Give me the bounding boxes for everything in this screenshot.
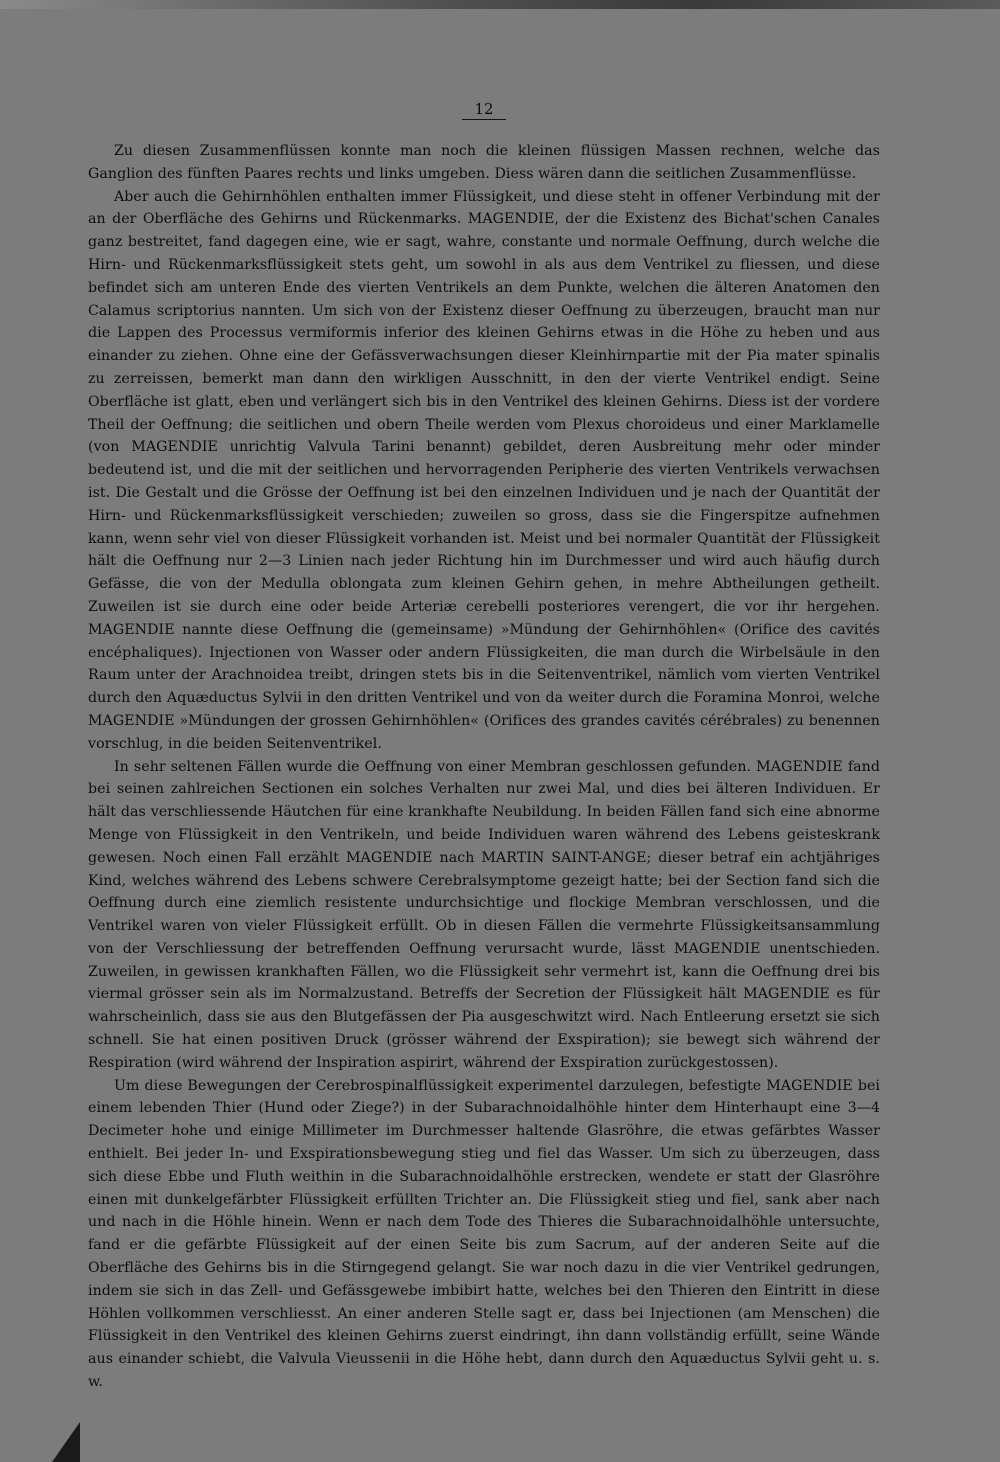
paragraph-3: In sehr seltenen Fällen wurde die Oeffnung von einer Membran geschlossen gefunden. MAGENDIE fand bei seinen zahlreichen Sectionen ein solches Verhalten nur zwei Mal, und dies bei älteren Individuen. Er hält das verschliessende Häutchen für eine krankhafte Neubildung. In beiden Fällen fand sich eine abnorme Menge von Flüssigkeit in den Ventrikeln, und beide Individuen waren während des Lebens geisteskrank gewesen. Noch einen Fall erzählt MAGENDIE nach MARTIN SAINT-ANGE; dieser betraf ein achtjähriges Kind, welches während des Lebens schwere Cerebralsymptome gezeigt hatte; bei der Section fand sich die Oeffnung durch eine ziemlich resistente undurchsichtige und flockige Membran verschlossen, und die Ventrikel waren von vieler Flüssigkeit erfüllt. Ob in diesen Fällen die vermehrte Flüssigkeitsansammlung von der Verschliessung der betreffenden Oeffnung verursacht wurde, lässt MAGENDIE unentschieden. Zuweilen, in gewissen krankhaften Fällen, wo die Flüssigkeit sehr vermehrt ist, kann die Oeffnung drei bis viermal grösser sein als im Normalzustand. Betreffs der Secretion der Flüssigkeit hält MAGENDIE es für wahrscheinlich, dass sie aus den Blutgefässen der Pia ausgeschwitzt wird. Nach Entleerung ersetzt sie sich schnell. Sie hat einen positiven Druck (grösser während der Exspiration); sie bewegt sich während der Respiration (wird während der Inspiration aspirirt, während der Exspiration zurückgestossen).: [88, 758, 880, 1071]
paragraph-1: Zu diesen Zusammenflüssen konnte man noch die kleinen flüssigen Massen rechnen, welche das Ganglion des fünften Paares rechts und links umgeben. Diess wären dann die seitlichen Zusammenflüsse.: [88, 143, 880, 182]
page-number: 12: [88, 100, 880, 120]
paragraph-2: Aber auch die Gehirnhöhlen enthalten immer Flüssigkeit, und diese steht in offener Verbindung mit der an der Oberfläche des Gehirns und Rückenmarks. MAGENDIE, der die Existenz des Bichat'schen Canales ganz bestreitet, fand dagegen eine, wie er sagt, wahre, constante und normale Oeffnung, durch welche die Hirn- und Rückenmarksflüssigkeit stets geht, um sowohl in als aus dem Ventrikel zu fliessen, und diese befindet sich am unteren Ende des vierten Ventrikels an dem Punkte, welchen die älteren Anatomen den Calamus scriptorius nannten. Um sich von der Existenz dieser Oeffnung zu überzeugen, braucht man nur die Lappen des Processus vermiformis inferior des kleinen Gehirns etwas in die Höhe zu heben und aus einander zu ziehen. Ohne eine der Gefässverwachsungen dieser Kleinhirnpartie mit der Pia mater spinalis zu zerreissen, bemerkt man dann den wirkligen Ausschnitt, in den der vierte Ventrikel endigt. Seine Oberfläche ist glatt, eben und verlängert sich bis in den Ventrikel des kleinen Gehirns. Diess ist der vordere Theil der Oeffnung; die seitlichen und obern Theile werden vom Plexus choroideus und einer Marklamelle (von MAGENDIE unrichtig Valvula Tarini benannt) gebildet, deren Ausbreitung mehr oder minder bedeutend ist, und die mit der seitlichen und hervorragenden Peripherie des vierten Ventrikels verwachsen ist. Die Gestalt und die Grösse der Oeffnung ist bei den einzelnen Individuen und je nach der Quantität der Hirn- und Rückenmarksflüssigkeit verschieden; zuweilen so gross, dass sie die Fingerspitze aufnehmen kann, wenn sehr viel von dieser Flüssigkeit vorhanden ist. Meist und bei normaler Quantität der Flüssigkeit hält die Oeffnung nur 2—3 Linien nach jeder Richtung hin im Durchmesser und wird auch häufig durch Gefässe, die von der Medulla oblongata zum kleinen Gehirn gehen, in mehre Abtheilungen getheilt. Zuweilen ist sie durch eine oder beide Arteriæ cerebelli posteriores verengert, die vor ihr hergehen. MAGENDIE nannte diese Oeffnung die (gemeinsame) »Mündung der Gehirnhöhlen« (Orifice des cavités encéphaliques). Injectionen von Wasser oder andern Flüssigkeiten, die man durch die Wirbelsäule in den Raum unter der Arachnoidea treibt, dringen stets bis in die Seitenventrikel, nämlich vom vierten Ventrikel durch den Aquæductus Sylvii in den dritten Ventrikel und von da weiter durch die Foramina Monroi, welche MAGENDIE »Mündungen der grossen Gehirnhöhlen« (Orifices des grandes cavités cérébrales) zu benennen vorschlug, in die beiden Seitenventrikel.: [88, 188, 880, 752]
paragraph-4: Um diese Bewegungen der Cerebrospinalflüssigkeit experimentel darzulegen, befestigte MAGENDIE bei einem lebenden Thier (Hund oder Ziege?) in der Subarachnoidalhöhle hinter dem Hinterhaupt eine 3—4 Decimeter hohe und einige Millimeter im Durchmesser haltende Glasröhre, die etwas gefärbtes Wasser enthielt. Bei jeder In- und Exspirationsbewegung stieg und fiel das Wasser. Um sich zu überzeugen, dass sich diese Ebbe und Fluth weithin in die Subarachnoidalhöhle erstrecken, wendete er statt der Glasröhre einen mit dunkelgefärbter Flüssigkeit erfüllten Trichter an. Die Flüssigkeit stieg und fiel, sank aber nach und nach in die Höhle hinein. Wenn er nach dem Tode des Thieres die Subarachnoidalhöhle untersuchte, fand er die gefärbte Flüssigkeit auf der einen Seite bis zum Sacrum, auf der anderen Seite auf die Oberfläche des Gehirns bis in die Stirngegend gelangt. Sie war noch dazu in die vier Ventrikel gedrungen, indem sie sich in das Zell- und Gefässgewebe imbibirt hatte, welches bei den Thieren den Eintritt in diese Höhlen vollkommen verschliesst. An einer anderen Stelle sagt er, dass bei Injectionen (am Menschen) die Flüssigkeit in den Ventrikel des kleinen Gehirns zuerst eindringt, ihn dann vollständig erfüllt, seine Wände aus einander schiebt, die Valvula Vieussenii in die Höhe hebt, dann durch den Aquæductus Sylvii geht u. s. w.: [88, 1077, 880, 1391]
book-page: [88, 100, 880, 1394]
scan-corner-shadow: [52, 1422, 80, 1462]
scan-top-edge: [0, 0, 1000, 9]
